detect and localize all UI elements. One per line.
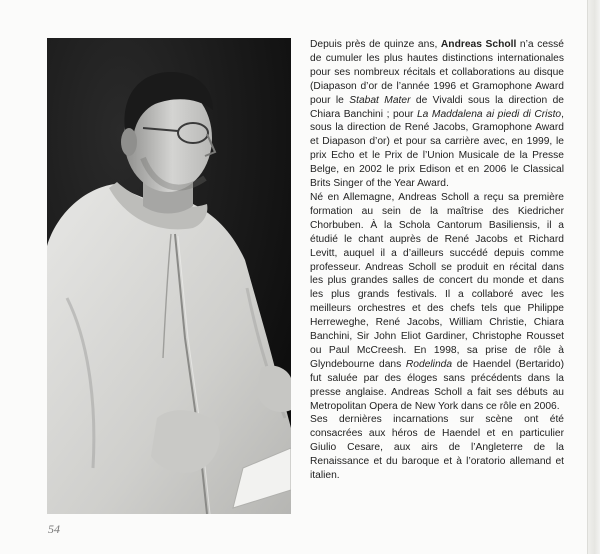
artist-name: Andreas Scholl (440, 39, 517, 50)
portrait-photo (47, 38, 291, 514)
bio-text: Ses dernières incarnations sur scène ont été consacrées aux héros de Haendel et en particulier Giulio Cesare, aux airs de l’Angleterre de la Renaissance et du baroque et à l’oratorio allemand et italien. (310, 414, 564, 482)
bio-text: Depuis près de quinze ans, (310, 39, 441, 50)
portrait-illustration (47, 38, 291, 514)
biography-paragraph-2 (310, 191, 564, 414)
work-title: Stabat Mater (349, 94, 411, 106)
work-title: Rodelinda (405, 358, 453, 370)
page-gutter (587, 0, 600, 554)
bio-text: , sous la direction de René Jacobs, Gramophone Award et Diapason d’or) et pour sa carrière avec, en 1999, le prix Echo et le Prix de l’Union Musicale de la Presse Belge, en 2002 le prix Edison et en 2006 le Classical Brits Singer of the Year Award. (310, 108, 564, 190)
work-title: La Maddalena ai piedi di Cristo (416, 108, 562, 120)
page-number: 54 (48, 522, 60, 536)
bio-text: n’a cessé de cumuler les plus hautes distinctions internationales pour ses nombreux récitals et collaborations au disque (Diapason d’or de l’année 1996 et Gramophone Award pour le (310, 39, 564, 106)
bio-text: Né en Allemagne, Andreas Scholl a reçu sa première formation au sein de la maîtrise des Kiedricher Chorbuben. À la Schola Cantorum Basiliensis, il a étudié le chant auprès de René Jacobs et Richard Levitt, auquel il a d’ailleurs succédé depuis comme professeur. Andreas Scholl se produit en récital dans les plus grandes salles de concert du monde et dans les plus grands festivals. Il a collaboré avec les meilleurs orchestres et des chefs tels que Philippe Herreweghe, René Jacobs, William Christie, Chiara Banchini, Sir John Eliot Gardiner, Christophe Rousset ou Paul McCreesh. En 1998, sa prise de rôle à Glyndebourne dans (310, 191, 564, 370)
biography-paragraph-3 (310, 413, 564, 483)
biography-paragraph-1 (310, 38, 564, 191)
bio-text: de Haendel (Bertarido) fut saluée par des éloges sans précédents dans la presse anglaise. Andreas Scholl a fait ses débuts au Metropolitan Opera de New York dans ce rôle en 2006. (310, 358, 564, 412)
biography-text (310, 38, 564, 483)
bio-text: de Vivaldi sous la direction de Chiara Banchini ; pour (310, 94, 564, 120)
